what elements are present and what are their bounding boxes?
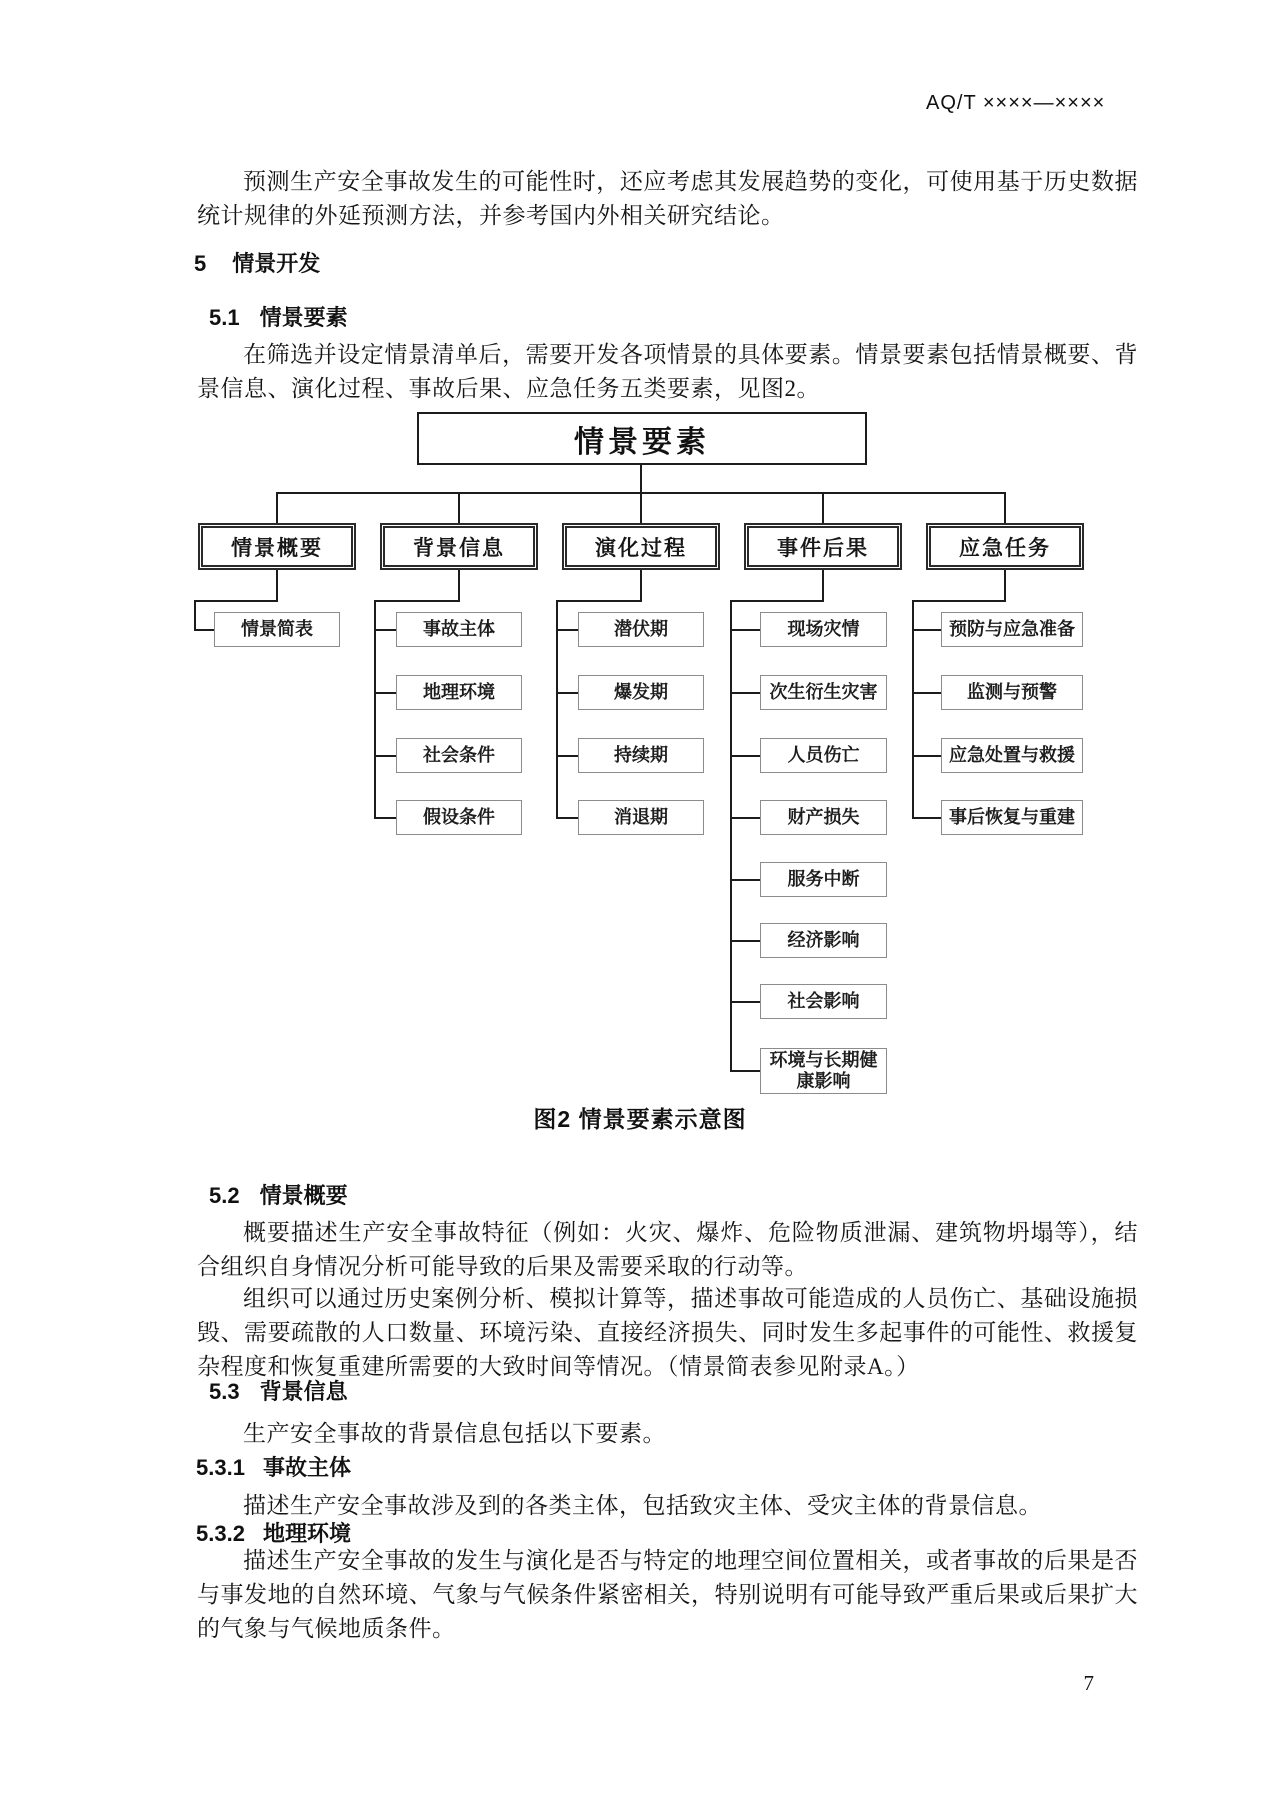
figure-connector-line	[556, 601, 558, 819]
figure-connector-line	[375, 755, 396, 757]
intro-paragraph: 预测生产安全事故发生的可能性时，还应考虑其发展趋势的变化，可使用基于历史数据统计规律的外延预测方法，并参考国内外相关研究结论。	[197, 169, 1138, 228]
figure-connector-line	[374, 601, 376, 819]
figure-connector-line	[458, 570, 460, 601]
figure-root-box: 情景要素	[417, 412, 867, 465]
figure-connector-line	[640, 493, 642, 523]
figure-child-box: 预防与应急准备	[941, 612, 1083, 647]
figure-child-box: 假设条件	[396, 800, 522, 835]
figure-branch-box: 事件后果	[744, 523, 902, 570]
figure-child-box: 经济影响	[760, 923, 887, 958]
figure-child-box: 社会影响	[760, 984, 887, 1019]
figure-connector-line	[731, 692, 760, 694]
heading-title: 情景概要	[259, 1183, 348, 1208]
figure-child-box: 地理环境	[396, 675, 522, 710]
heading-number: 5.1	[209, 305, 240, 330]
figure-branch-box: 背景信息	[380, 523, 538, 570]
figure-branch-box: 演化过程	[562, 523, 720, 570]
figure-child-box: 环境与长期健康影响	[760, 1048, 887, 1094]
figure-connector-line	[375, 692, 396, 694]
page-number: 7	[1083, 1671, 1094, 1695]
figure-connector-line	[557, 817, 578, 819]
figure-connector-line	[276, 493, 278, 523]
figure-child-box: 社会条件	[396, 738, 522, 773]
figure-connector-line	[194, 600, 278, 602]
figure-child-box: 事故主体	[396, 612, 522, 647]
figure-connector-line	[822, 570, 824, 601]
figure-connector-line	[375, 817, 396, 819]
figure-connector-line	[913, 755, 941, 757]
heading-number: 5.3	[209, 1379, 240, 1404]
figure-connector-line	[913, 692, 941, 694]
figure-connector-line	[731, 755, 760, 757]
figure-connector-line	[557, 629, 578, 631]
figure-connector-line	[731, 879, 760, 881]
figure-child-box: 情景简表	[214, 612, 340, 647]
figure-connector-line	[731, 940, 760, 942]
figure-connector-line	[731, 1070, 760, 1072]
figure-connector-line	[912, 601, 914, 819]
heading-5-2	[209, 1181, 348, 1211]
paragraph-5-3: 生产安全事故的背景信息包括以下要素。	[243, 1421, 666, 1446]
heading-title: 事故主体	[262, 1455, 351, 1480]
paragraph-5-1: 在筛选并设定情景清单后，需要开发各项情景的具体要素。情景要素包括情景概要、背景信息、演化过程、事故后果、应急任务五类要素，见图2。	[197, 342, 1138, 401]
figure-child-box: 爆发期	[578, 675, 704, 710]
heading-number: 5.3.2	[196, 1521, 245, 1546]
figure-child-box: 服务中断	[760, 862, 887, 897]
figure-connector-line	[640, 570, 642, 601]
paragraph-5-3-2: 描述生产安全事故的发生与演化是否与特定的地理空间位置相关，或者事故的后果是否与事发地的自然环境、气象与气候条件紧密相关，特别说明有可能导致严重后果或后果扩大的气象与气候地质条件。	[197, 1548, 1138, 1641]
figure-connector-line	[276, 570, 278, 601]
figure-connector-line	[458, 493, 460, 523]
figure-connector-line	[374, 600, 460, 602]
figure-connector-line	[730, 600, 824, 602]
figure-connector-line	[557, 755, 578, 757]
heading-title: 情景开发	[232, 251, 321, 276]
figure-child-box: 事后恢复与重建	[941, 800, 1083, 835]
figure-connector-line	[731, 1001, 760, 1003]
heading-number: 5.2	[209, 1183, 240, 1208]
paragraph-5-2-b: 组织可以通过历史案例分析、模拟计算等，描述事故可能造成的人员伤亡、基础设施损毁、需要疏散的人口数量、环境污染、直接经济损失、同时发生多起事件的可能性、救援复杂程度和恢复重建所需要的大致时间等情况。（情景简表参见附录A。）	[197, 1286, 1138, 1379]
heading-number: 5.3.1	[196, 1455, 245, 1480]
figure-connector-line	[912, 600, 1006, 602]
heading-title: 地理环境	[262, 1521, 351, 1546]
figure-connector-line	[731, 817, 760, 819]
figure-connector-line	[556, 600, 642, 602]
heading-5-3	[209, 1377, 348, 1407]
figure-connector-line	[822, 493, 824, 523]
figure-connector-line	[640, 465, 642, 493]
figure-child-box: 现场灾情	[760, 612, 887, 647]
figure-child-box: 人员伤亡	[760, 738, 887, 773]
figure-child-box: 持续期	[578, 738, 704, 773]
figure-connector-line	[1004, 493, 1006, 523]
figure-child-box: 监测与预警	[941, 675, 1083, 710]
figure-child-box: 潜伏期	[578, 612, 704, 647]
figure-child-box: 消退期	[578, 800, 704, 835]
figure-connector-line	[557, 692, 578, 694]
paragraph-5-2-a: 概要描述生产安全事故特征（例如：火灾、爆炸、危险物质泄漏、建筑物坍塌等），结合组织自身情况分析可能导致的后果及需要采取的行动等。	[197, 1220, 1138, 1279]
figure-connector-line	[913, 629, 941, 631]
standard-code-header: AQ/T ××××—××××	[926, 92, 1106, 114]
figure-connector-line	[375, 629, 396, 631]
figure-connector-line	[194, 601, 196, 631]
figure-connector-line	[195, 629, 214, 631]
figure-caption: 图2 情景要素示意图	[533, 1106, 747, 1132]
paragraph-5-3-1: 描述生产安全事故涉及到的各类主体，包括致灾主体、受灾主体的背景信息。	[243, 1493, 1042, 1518]
figure-child-box: 财产损失	[760, 800, 887, 835]
figure-child-box: 次生衍生灾害	[760, 675, 887, 710]
figure-connector-line	[1004, 570, 1006, 601]
figure-connector-line	[913, 817, 941, 819]
figure-branch-box: 应急任务	[926, 523, 1084, 570]
heading-title: 背景信息	[259, 1379, 348, 1404]
figure-child-box: 应急处置与救援	[941, 738, 1083, 773]
figure-branch-box: 情景概要	[198, 523, 356, 570]
heading-5-3-1	[196, 1453, 351, 1483]
figure-connector-line	[731, 629, 760, 631]
heading-title: 情景要素	[259, 305, 348, 330]
heading-number: 5	[194, 251, 207, 276]
